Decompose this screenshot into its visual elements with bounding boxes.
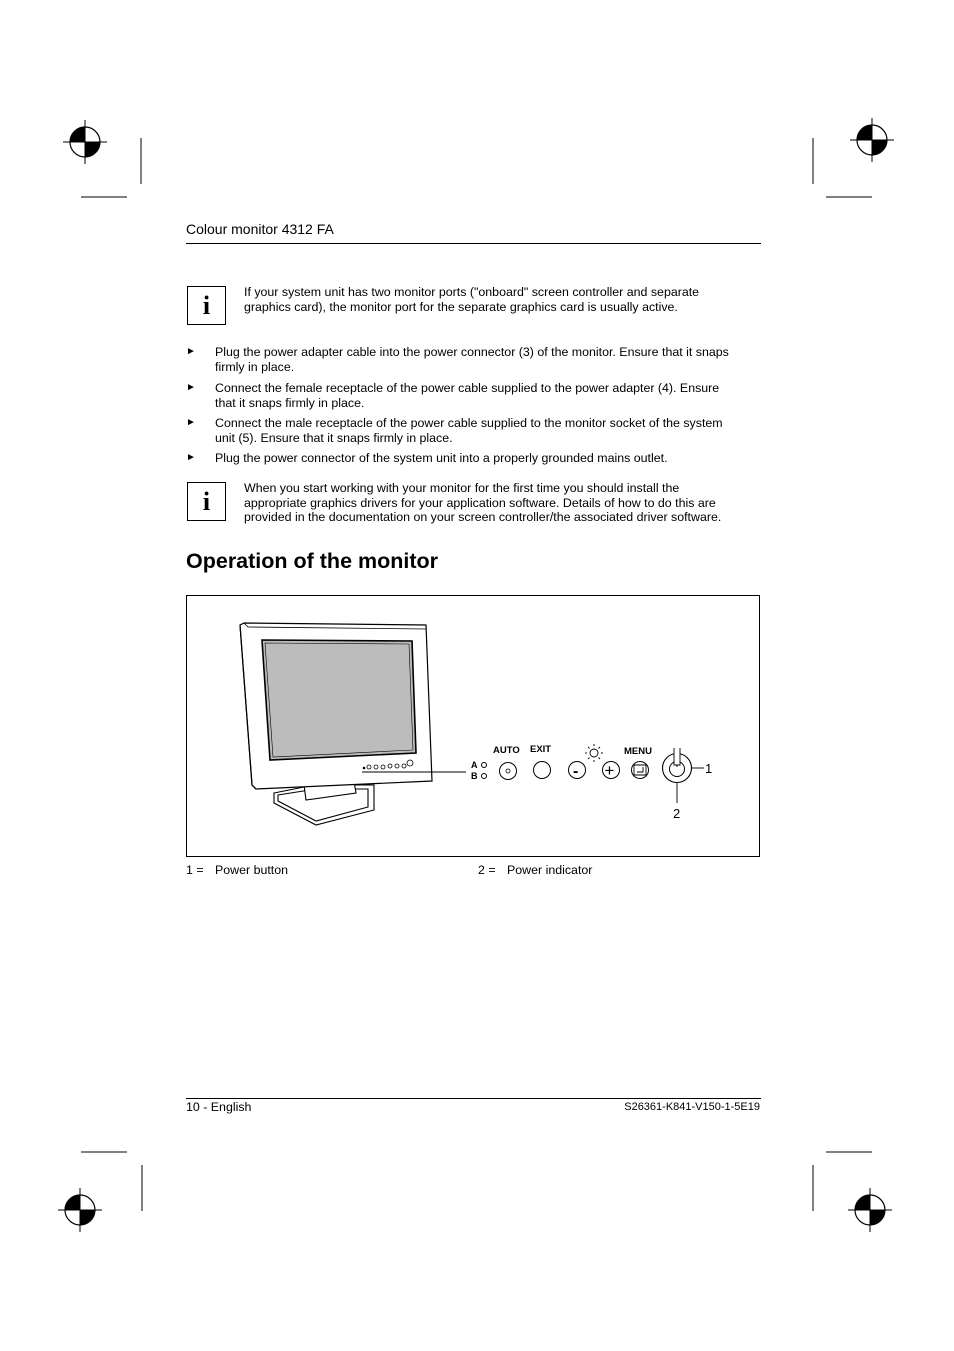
control-panel-detail [471, 744, 692, 783]
page-number: 10 - English [186, 1100, 252, 1114]
info-note-2-line-1: When you start working with your monitor for the first time you should install the [244, 481, 680, 495]
info-note-2 [244, 481, 721, 525]
bullet-icon: ► [186, 452, 196, 463]
label-b: B [471, 771, 478, 781]
info-icon [187, 286, 226, 325]
legend-value-1: Power button [215, 863, 289, 877]
legend-value-2: Power indicator [507, 863, 593, 877]
crosshair-mark-bottom-right [848, 1188, 892, 1232]
input-b-led [482, 774, 487, 779]
legend-key-1: 1 = [186, 863, 204, 877]
step-4 [215, 451, 755, 466]
monitor-body [240, 623, 432, 789]
brightness-icon [585, 744, 603, 762]
crosshair-mark-bottom-left [58, 1188, 102, 1232]
step-1-line-1: Plug the power adapter cable into the power connector (3) of the monitor. Ensure that it snaps [215, 345, 729, 359]
exit-label: EXIT [530, 744, 552, 755]
bullet-icon: ► [186, 417, 196, 428]
section-heading: Operation of the monitor [186, 549, 439, 573]
running-header-title: Colour monitor 4312 FA [186, 221, 334, 237]
step-1 [215, 345, 755, 374]
info-icon [187, 482, 226, 521]
step-3 [215, 416, 755, 445]
step-4-line-1: Plug the power connector of the system unit into a properly grounded mains outlet. [215, 451, 668, 465]
monitor-illustration [186, 595, 760, 857]
header-rule [186, 243, 761, 244]
step-1-line-2: firmly in place. [215, 359, 295, 374]
plus-symbol: + [604, 761, 615, 780]
auto-label: AUTO [493, 745, 520, 756]
step-2 [215, 381, 755, 410]
bullet-icon: ► [186, 382, 196, 393]
step-2-line-2: that it snaps firmly in place. [215, 395, 365, 410]
info-icon-glyph: i [202, 290, 211, 320]
minus-symbol: - [573, 763, 579, 780]
bullet-icon: ► [186, 346, 196, 357]
input-a-led [482, 763, 487, 768]
crosshair-mark-top-left [63, 120, 107, 164]
step-3-line-2: unit (5). Ensure that it snaps firmly in place. [215, 430, 453, 445]
footer-rule [186, 1098, 761, 1099]
legend-item-1 [186, 863, 204, 877]
info-note-1-line-2: graphics card), the monitor port for the separate graphics card is usually active. [244, 299, 678, 314]
info-note-2-line-2: appropriate graphics drivers for your application software. Details of how to do this are [244, 495, 716, 510]
step-2-line-1: Connect the female receptacle of the power cable supplied to the power adapter (4). Ensure [215, 381, 720, 395]
callout-2: 2 [673, 806, 681, 821]
callout-1: 1 [705, 761, 713, 776]
legend-item-2 [478, 863, 496, 877]
crosshair-mark-top-right [850, 118, 894, 162]
info-note-2-line-3: provided in the documentation on your screen controller/the associated driver software. [244, 510, 722, 524]
exit-button [534, 762, 551, 779]
info-note-1-line-1: If your system unit has two monitor ports ("onboard" screen controller and separate [244, 285, 700, 299]
step-3-line-1: Connect the male receptacle of the power cable supplied to the monitor socket of the system [215, 416, 723, 430]
info-note-1 [244, 285, 699, 314]
info-icon-glyph: i [202, 486, 211, 516]
menu-label: MENU [624, 746, 652, 757]
legend-key-2: 2 = [478, 863, 496, 877]
document-code: S26361-K841-V150-1-5E19 [624, 1101, 760, 1113]
label-a: A [471, 760, 478, 770]
monitor-screen [262, 640, 416, 760]
